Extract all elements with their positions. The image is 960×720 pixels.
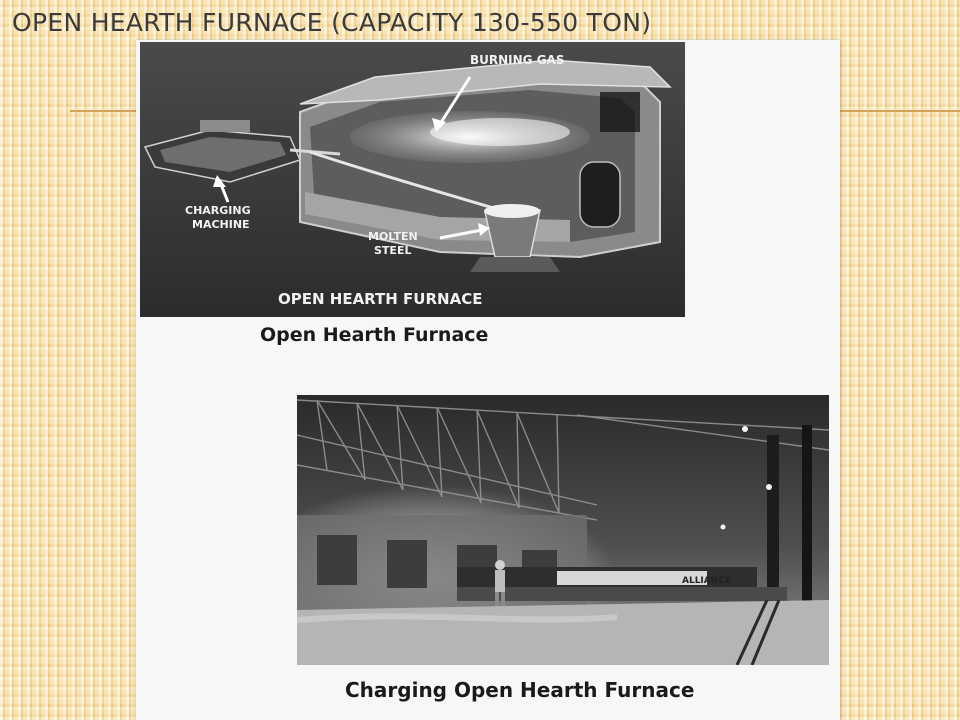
slide-title: OPEN HEARTH FURNACE (CAPACITY 130-550 TON)	[12, 8, 652, 37]
molten-label-line2: STEEL	[374, 244, 412, 257]
diagram-caption: Open Hearth Furnace	[260, 324, 489, 346]
charging-photo-image	[297, 395, 829, 665]
charging-label-line1: CHARGING	[185, 204, 251, 217]
scanned-page	[136, 40, 840, 720]
alliance-sign: ALLIANCE	[682, 576, 732, 586]
diagram-banner: OPEN HEARTH FURNACE	[278, 290, 483, 308]
furnace-diagram-drawing	[140, 42, 685, 317]
charging-photo	[297, 395, 829, 665]
furnace-diagram	[140, 42, 685, 317]
photo-caption: Charging Open Hearth Furnace	[345, 678, 695, 702]
burning-gas-label: BURNING GAS	[470, 53, 565, 67]
charging-label-line2: MACHINE	[192, 218, 250, 231]
molten-label-line1: MOLTEN	[368, 230, 418, 243]
